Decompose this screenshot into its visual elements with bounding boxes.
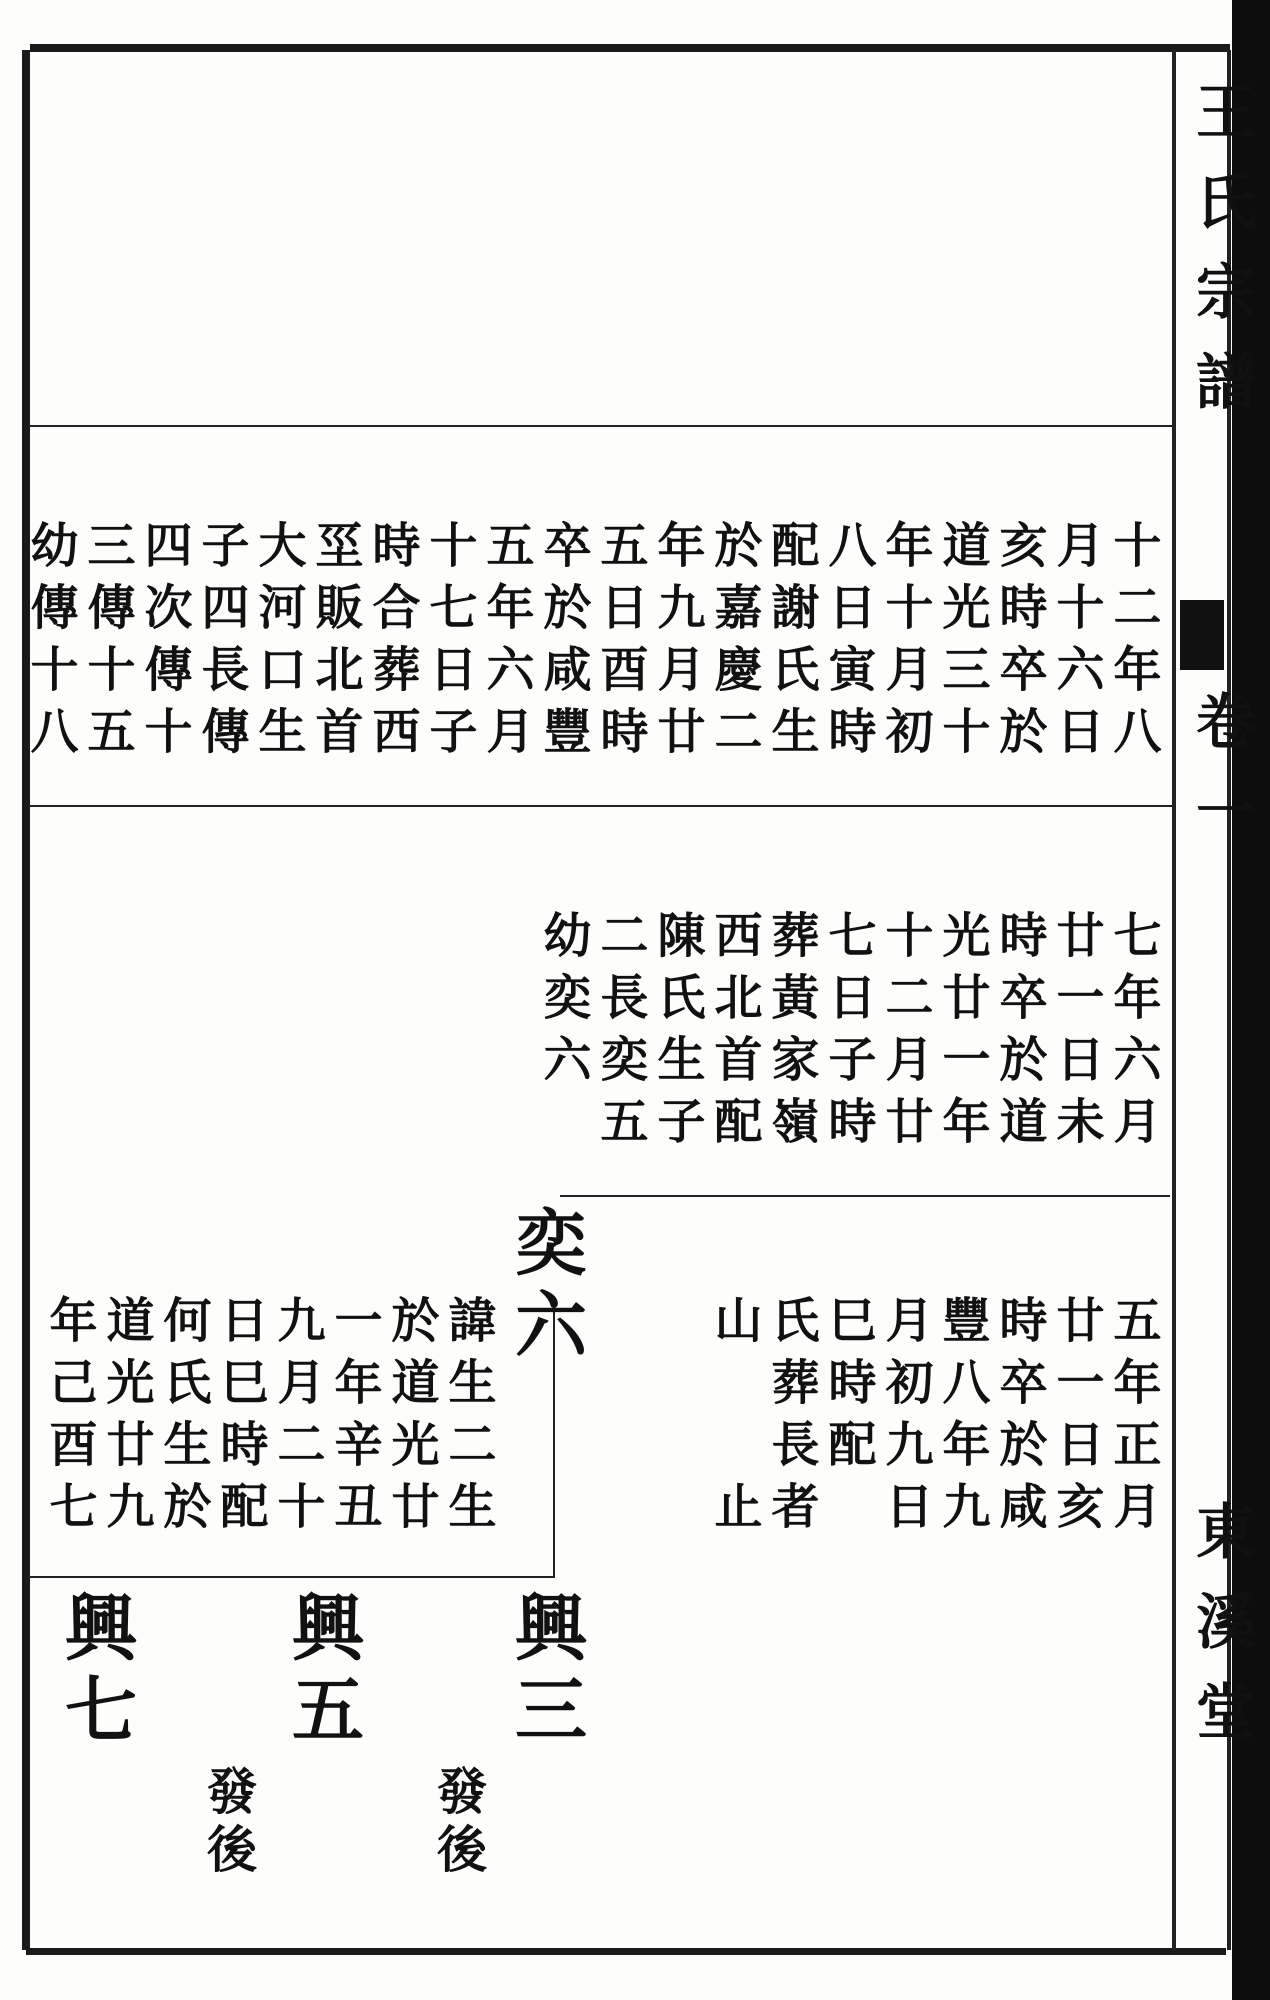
tier2-col-10: 五日酉時 [592,520,648,768]
tier-divider-3 [560,1195,1170,1197]
tier4-left-col-6: 何氏生於 [155,1295,211,1543]
tier5-entry-2: 興五 [280,1590,365,1754]
tier2-col-5: 年十月初 [877,520,933,768]
tier2-col-1: 十二年八 [1105,520,1161,768]
tier2-col-18: 四次傳十 [136,520,192,768]
tier3-col-5: 十二月廿 [877,910,933,1158]
tier2-col-17: 子四長傳 [193,520,249,768]
tier2-col-7: 配謝氏生 [763,520,819,768]
tier4-right-col-7: 氏葬長者 [763,1295,819,1543]
tier4-right-col-3: 時卒於咸 [991,1295,1047,1543]
tier4-left-col-7: 道光廿九 [98,1295,154,1543]
tier3-col-8: 西北首配 [706,910,762,1158]
tier-divider-1 [28,425,1174,427]
tier3-col-4: 光廿一年 [934,910,990,1158]
tier4-left-col-8: 年己酉七 [41,1295,97,1543]
tier4-right-col-4: 豐八年九 [934,1295,990,1543]
section-marker [1180,600,1224,670]
tier4-right-col-5: 月初九日 [877,1295,933,1543]
tier2-col-9: 年九月廿 [649,520,705,768]
tier2-col-3: 亥時卒於 [991,520,1047,768]
margin-volume: 卷一 [1186,690,1256,870]
frame-top-border [30,44,1230,52]
tier4-left-col-4: 九月二十 [269,1295,325,1543]
tier2-col-13: 十七日子 [421,520,477,768]
frame-inner-right-border [1172,50,1176,1950]
tier2-col-19: 三傳十五 [79,520,135,768]
tier2-col-6: 八日寅時 [820,520,876,768]
tier5-note-2: 發後 [199,1765,258,1881]
tier-divider-2 [28,805,1174,807]
tier2-col-11: 卒於咸豐 [535,520,591,768]
tier4-right-col-6: 巳時配 [820,1295,876,1481]
tier4-right-col-8: 山 止 [706,1295,762,1543]
tier4-right-col-1: 五年正月 [1105,1295,1161,1543]
tier4-left-col-1: 諱生二生 [440,1295,496,1543]
tier2-col-4: 道光三十 [934,520,990,768]
frame-bottom-border [26,1948,1226,1955]
margin-hall-name: 東溪堂 [1186,1500,1256,1770]
frame-left-border [22,50,30,1950]
tier4-left-col-3: 一年辛丑 [326,1295,382,1543]
tier3-col-1: 七年六月 [1105,910,1161,1158]
tier2-col-16: 大河口生 [250,520,306,768]
tier3-col-6: 七日子時 [820,910,876,1158]
tier5-entry-3: 興七 [53,1590,138,1754]
tier2-col-20: 幼傳十八 [22,520,78,768]
tier3-col-11: 幼奕六 [535,910,591,1096]
tier2-col-8: 於嘉慶二 [706,520,762,768]
tier5-note-1: 發後 [429,1765,488,1881]
tier3-col-9: 陳氏生子 [649,910,705,1158]
tier2-col-14: 時合葬西 [364,520,420,768]
tier3-col-10: 二長奕五 [592,910,648,1158]
tier2-col-2: 月十六日 [1048,520,1104,768]
tier4-left-col-5: 日巳時配 [212,1295,268,1543]
tier3-col-3: 時卒於道 [991,910,1047,1158]
tier5-entry-1: 興三 [503,1590,588,1754]
tier4-right-col-2: 廿一日亥 [1048,1295,1104,1543]
tier4-left-col-2: 於道光廿 [383,1295,439,1543]
margin-title: 王氏宗譜 [1186,80,1256,440]
tier2-col-12: 五年六月 [478,520,534,768]
tier3-col-2: 廿一日未 [1048,910,1104,1158]
tier3-col-7: 葬黃家嶺 [763,910,819,1158]
tier2-col-15: 坙販北首 [307,520,363,768]
tier-divider-4 [28,1576,553,1578]
tier4-heading-name: 奕六 [503,1205,588,1369]
